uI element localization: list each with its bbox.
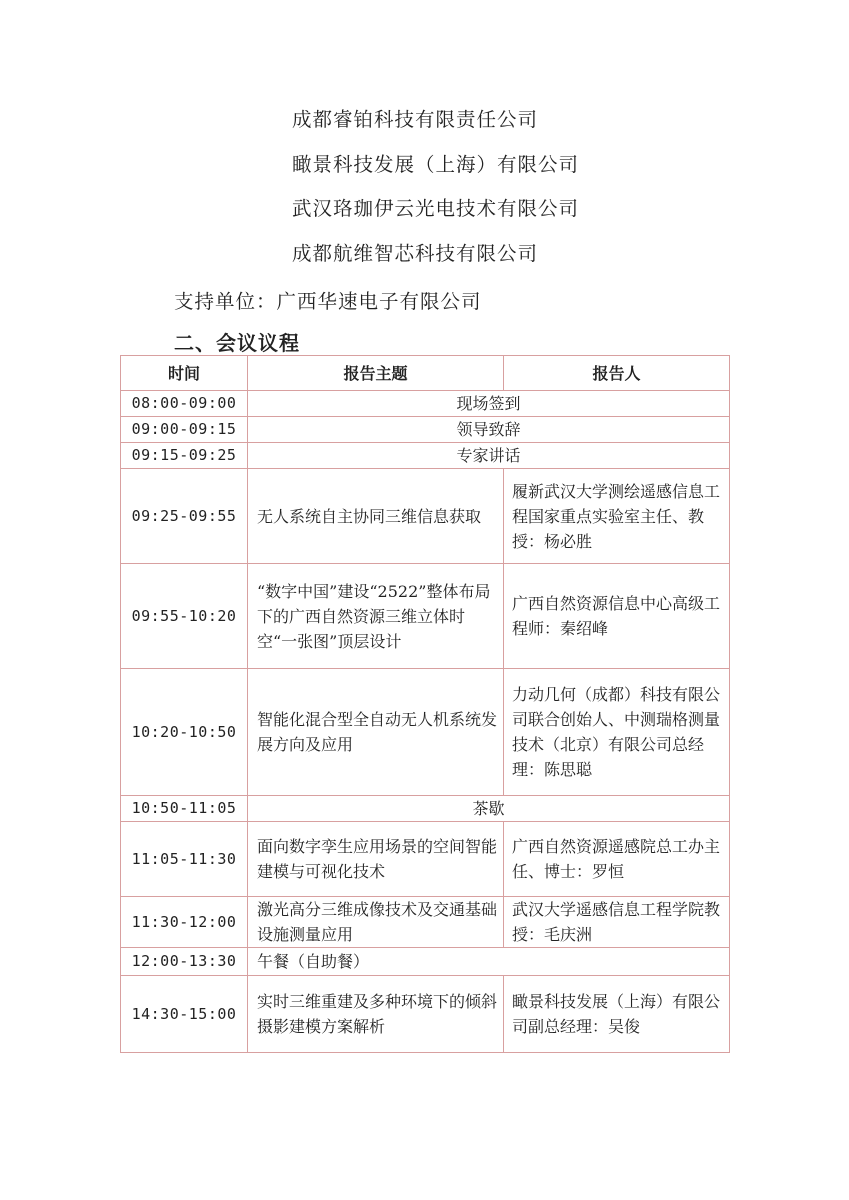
table-row [121, 417, 730, 443]
table-header-row [121, 356, 730, 391]
speaker-cell: 力动几何（成都）科技有限公司联合创始人、中测瑞格测量技术（北京）有限公司总经理：陈思聪 [504, 669, 730, 796]
time-cell: 10:20-10:50 [121, 669, 248, 796]
time-cell: 11:05-11:30 [121, 822, 248, 897]
speaker-cell: 履新武汉大学测绘遥感信息工程国家重点实验室主任、教授：杨必胜 [504, 469, 730, 564]
organizer-line: 成都航维智芯科技有限公司 [292, 242, 539, 265]
topic-cell: 现场签到 [248, 391, 730, 417]
agenda-table [120, 355, 730, 1053]
time-cell: 09:15-09:25 [121, 443, 248, 469]
time-cell: 08:00-09:00 [121, 391, 248, 417]
table-row [121, 564, 730, 669]
speaker-cell: 广西自然资源遥感院总工办主任、博士：罗恒 [504, 822, 730, 897]
time-cell: 09:00-09:15 [121, 417, 248, 443]
table-row [121, 976, 730, 1053]
time-cell: 14:30-15:00 [121, 976, 248, 1053]
support-unit: 支持单位：广西华速电子有限公司 [174, 290, 482, 313]
topic-cell: 茶歇 [248, 796, 730, 822]
table-row [121, 897, 730, 948]
time-cell: 09:25-09:55 [121, 469, 248, 564]
organizer-line: 武汉珞珈伊云光电技术有限公司 [292, 197, 580, 220]
organizer-line: 成都睿铂科技有限责任公司 [292, 108, 539, 131]
table-row [121, 443, 730, 469]
time-cell: 11:30-12:00 [121, 897, 248, 948]
table-row [121, 469, 730, 564]
speaker-cell: 广西自然资源信息中心高级工程师：秦绍峰 [504, 564, 730, 669]
topic-cell: 无人系统自主协同三维信息获取 [248, 469, 504, 564]
topic-cell: 专家讲话 [248, 443, 730, 469]
topic-cell: 面向数字孪生应用场景的空间智能建模与可视化技术 [248, 822, 504, 897]
speaker-cell: 武汉大学遥感信息工程学院教授：毛庆洲 [504, 897, 730, 948]
topic-cell: “数字中国”建设“2522”整体布局下的广西自然资源三维立体时空“一张图”顶层设计 [248, 564, 504, 669]
header-speaker: 报告人 [504, 356, 730, 391]
section-title: 二、会议议程 [174, 331, 300, 355]
speaker-cell: 瞰景科技发展（上海）有限公司副总经理：吴俊 [504, 976, 730, 1053]
table-row [121, 822, 730, 897]
topic-cell: 实时三维重建及多种环境下的倾斜摄影建模方案解析 [248, 976, 504, 1053]
topic-cell: 智能化混合型全自动无人机系统发展方向及应用 [248, 669, 504, 796]
table-row [121, 796, 730, 822]
table-row [121, 669, 730, 796]
header-topic: 报告主题 [248, 356, 504, 391]
time-cell: 09:55-10:20 [121, 564, 248, 669]
header-time: 时间 [121, 356, 248, 391]
organizer-line: 瞰景科技发展（上海）有限公司 [292, 153, 580, 176]
table-row [121, 391, 730, 417]
topic-cell: 领导致辞 [248, 417, 730, 443]
topic-cell: 激光高分三维成像技术及交通基础设施测量应用 [248, 897, 504, 948]
table-row [121, 948, 730, 976]
topic-cell: 午餐（自助餐） [248, 948, 730, 976]
time-cell: 12:00-13:30 [121, 948, 248, 976]
time-cell: 10:50-11:05 [121, 796, 248, 822]
